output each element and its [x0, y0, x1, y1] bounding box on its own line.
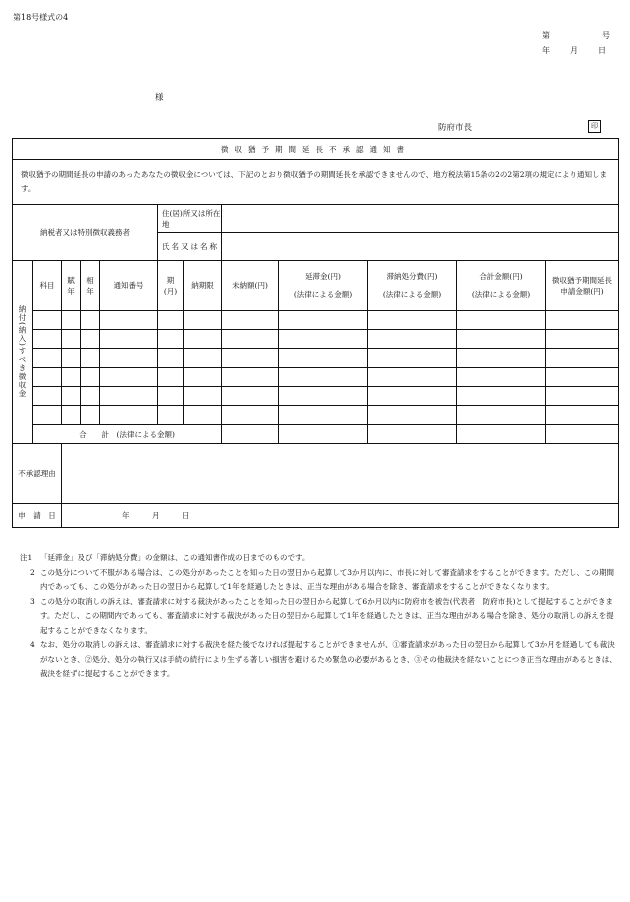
header-total-label: 合計金額(円) — [479, 271, 523, 281]
header-delinquency-sub: (法律による金額) — [293, 289, 353, 299]
cell[interactable] — [368, 330, 457, 349]
apply-date-label: 申 請 日 — [13, 504, 62, 528]
issuer: 防府市長 — [438, 123, 473, 133]
table-row — [13, 349, 619, 368]
table-row — [13, 311, 619, 330]
header-total-sub: (法律による金額) — [471, 289, 531, 299]
total-sum-cell[interactable] — [457, 425, 546, 444]
total-row-label: 合 計 (法律による金額) — [33, 425, 222, 444]
table-row — [13, 387, 619, 406]
cell[interactable] — [279, 311, 368, 330]
cell[interactable] — [279, 349, 368, 368]
header-unpaid: 未納額(円) — [222, 261, 279, 311]
cell[interactable] — [158, 349, 184, 368]
cell[interactable] — [184, 349, 222, 368]
address-label: 住(居)所又は所在地 — [158, 205, 222, 233]
date-month: 月 — [570, 46, 578, 55]
header-disposal-sub: (法律による金額) — [382, 289, 442, 299]
cell[interactable] — [279, 406, 368, 425]
cell[interactable] — [100, 406, 158, 425]
total-delinquency-cell[interactable] — [279, 425, 368, 444]
cell[interactable] — [158, 311, 184, 330]
cell[interactable] — [457, 311, 546, 330]
address-field[interactable] — [222, 205, 619, 233]
cell[interactable] — [62, 311, 81, 330]
document-number — [542, 30, 610, 41]
cell[interactable] — [33, 311, 62, 330]
note-1-text: 「延滞金」及び「滞納処分費」の金額は、この通知書作成の日までのものです。 — [40, 553, 310, 562]
cell[interactable] — [457, 330, 546, 349]
reason-label: 不承認理由 — [13, 444, 62, 504]
cell[interactable] — [222, 406, 279, 425]
cell[interactable] — [62, 406, 81, 425]
cell[interactable] — [184, 368, 222, 387]
header-delinquency — [279, 261, 368, 311]
cell[interactable] — [279, 368, 368, 387]
cell[interactable] — [546, 349, 619, 368]
cell[interactable] — [279, 387, 368, 406]
cell[interactable] — [100, 387, 158, 406]
total-requested-cell[interactable] — [546, 425, 619, 444]
note-3-text: この処分の取消しの訴えは、審査請求に対する裁決があったことを知った日の翌日から起算して6か月以内に防府市を被告(代表者 防府市長)として提起することができます。ただし、この期間内であっても、審査請求に対する裁決があった日の翌日から起算して1年を経過したときは、正当な理由がある場合を除き、処分の取消しの訴えを提起することができなくなります。 — [40, 596, 614, 635]
cell[interactable] — [222, 311, 279, 330]
total-disposal-cell[interactable] — [368, 425, 457, 444]
cell[interactable] — [546, 311, 619, 330]
note-2-key: 2 — [30, 567, 35, 577]
cell[interactable] — [279, 330, 368, 349]
cell[interactable] — [457, 349, 546, 368]
taxpayer-label-text: 納税者又は特別徴収義務者 — [40, 227, 130, 237]
name-field[interactable] — [222, 233, 619, 261]
cell[interactable] — [33, 387, 62, 406]
cell[interactable] — [222, 387, 279, 406]
date-year: 年 — [542, 46, 550, 55]
cell[interactable] — [158, 368, 184, 387]
cell[interactable] — [184, 406, 222, 425]
cell[interactable] — [368, 368, 457, 387]
total-row — [13, 425, 619, 444]
cell[interactable] — [158, 330, 184, 349]
header-total — [457, 261, 546, 311]
reason-field[interactable] — [62, 444, 619, 504]
cell[interactable] — [368, 406, 457, 425]
header-period: 期(月) — [158, 261, 184, 311]
taxpayer-label — [13, 205, 158, 261]
header-delinquency-label: 延滞金(円) — [305, 271, 341, 281]
intro-text: 徴収猶予の期間延長の申請のあったあなたの徴収金については、下記のとおり徴収猶予の期間延長を承認できませんので、地方税法第15条の2の2第2項の規定により通知します。 — [13, 160, 619, 205]
cell[interactable] — [546, 406, 619, 425]
cell[interactable] — [62, 330, 81, 349]
header-relevant-year: 相年 — [81, 261, 100, 311]
name-label: 氏名又は名称 — [158, 233, 222, 261]
cell[interactable] — [158, 387, 184, 406]
header-due: 納期限 — [184, 261, 222, 311]
side-label-text: 納付(納入)すべき徴収金 — [18, 304, 27, 398]
cell[interactable] — [368, 311, 457, 330]
header-item: 科目 — [33, 261, 62, 311]
side-label — [13, 261, 33, 444]
cell[interactable] — [546, 330, 619, 349]
cell[interactable] — [100, 330, 158, 349]
cell[interactable] — [457, 406, 546, 425]
cell[interactable] — [184, 311, 222, 330]
cell[interactable] — [546, 387, 619, 406]
cell[interactable] — [368, 349, 457, 368]
cell[interactable] — [222, 349, 279, 368]
cell[interactable] — [81, 349, 100, 368]
header-notice-no: 通知番号 — [100, 261, 158, 311]
notes — [20, 551, 620, 682]
form-title: 徴収猶予期間延長不承認通知書 — [13, 139, 619, 160]
cell[interactable] — [33, 406, 62, 425]
note-1 — [20, 551, 620, 566]
cell[interactable] — [546, 368, 619, 387]
note-2-text: この処分について不服がある場合は、この処分があったことを知った日の翌日から起算して3か月以内に、市長に対して審査請求をすることができます。ただし、この期間内であっても、この処分があった日の翌日から起算して1年を経過したときは、正当な理由がある場合を除き、審査請求をすることができなくなります。 — [40, 567, 614, 591]
note-4-key: 4 — [30, 640, 35, 649]
addressee: 様 — [155, 93, 164, 103]
header-requested: 徴収猶予期間延長申請金額(円) — [546, 261, 619, 311]
cell[interactable] — [100, 368, 158, 387]
table-row — [13, 406, 619, 425]
cell[interactable] — [222, 330, 279, 349]
document-date — [542, 45, 606, 56]
cell[interactable] — [33, 330, 62, 349]
number-suffix: 号 — [602, 31, 610, 40]
cell[interactable] — [457, 387, 546, 406]
cell[interactable] — [158, 406, 184, 425]
notice-form-table — [12, 138, 619, 528]
cell[interactable] — [368, 387, 457, 406]
cell[interactable] — [62, 349, 81, 368]
cell[interactable] — [100, 349, 158, 368]
apply-date-text: 年 月 日 — [122, 511, 190, 520]
cell[interactable] — [81, 387, 100, 406]
cell[interactable] — [62, 368, 81, 387]
cell[interactable] — [62, 387, 81, 406]
number-label: 第 — [542, 31, 550, 40]
note-4-text: なお、処分の取消しの訴えは、審査請求に対する裁決を経た後でなければ提起することができませんが、①審査請求があった日の翌日から起算して3か月を経過しても裁決がないとき、②処分、処分の執行又は手続の続行により生ずる著しい損害を避けるため緊急の必要があるとき、③その他裁決を経ないことにつき正当な理由があるときは、裁決を経ずに提起することができます。 — [40, 640, 617, 678]
table-row — [13, 330, 619, 349]
header-fiscal-year: 賦年 — [62, 261, 81, 311]
apply-date-field[interactable] — [62, 504, 619, 528]
header-disposal — [368, 261, 457, 311]
table-row — [13, 368, 619, 387]
cell[interactable] — [184, 330, 222, 349]
cell[interactable] — [33, 349, 62, 368]
note-1-key: 注1 — [20, 553, 33, 562]
note-2 — [20, 566, 620, 595]
header-disposal-label: 滞納処分費(円) — [386, 271, 438, 281]
seal-box: 印 — [588, 120, 601, 133]
cell[interactable] — [81, 368, 100, 387]
date-day: 日 — [598, 46, 606, 55]
note-4 — [20, 638, 620, 682]
total-unpaid-cell[interactable] — [222, 425, 279, 444]
form-number: 第18号様式の4 — [13, 13, 69, 22]
cell[interactable] — [184, 387, 222, 406]
cell[interactable] — [81, 311, 100, 330]
cell[interactable] — [457, 368, 546, 387]
cell[interactable] — [81, 330, 100, 349]
cell[interactable] — [100, 311, 158, 330]
cell[interactable] — [33, 368, 62, 387]
cell[interactable] — [222, 368, 279, 387]
cell[interactable] — [81, 406, 100, 425]
note-3-key: 3 — [30, 596, 35, 606]
note-3 — [20, 595, 620, 639]
